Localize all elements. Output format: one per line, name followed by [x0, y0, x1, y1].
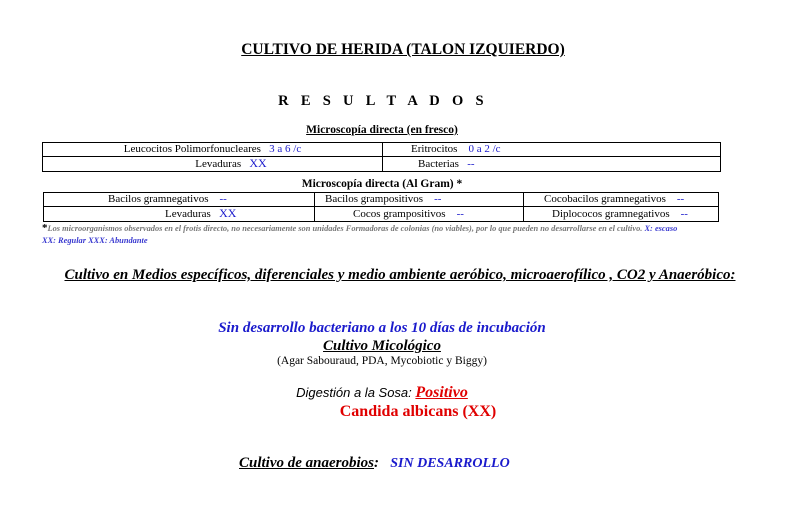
bacilos-grampos-label: Bacilos grampositivos	[325, 193, 424, 205]
levaduras-value: XX	[249, 156, 267, 170]
table-cell	[43, 157, 383, 172]
footnote-star: *	[42, 222, 48, 234]
fresh-microscopy-table	[42, 142, 721, 172]
diplococos-label: Diplococos gramnegativos	[552, 207, 670, 220]
bacterial-growth-result: Sin desarrollo bacteriano a los 10 días de incubación	[218, 320, 546, 336]
anaerobes-result: SIN DESARROLLO	[390, 456, 510, 471]
leucocitos-label: Leucocitos Polimorfonucleares	[123, 143, 261, 155]
anaerobes-label: Cultivo de anaerobios	[239, 455, 375, 471]
bacilos-grampos-value: --	[434, 193, 442, 205]
table-row	[44, 207, 719, 222]
fresh-microscopy-heading: Microscopía directa (en fresco)	[306, 124, 458, 136]
bacterias-value: --	[467, 157, 475, 170]
table-row	[43, 143, 721, 157]
table-cell	[44, 193, 315, 207]
report-title: CULTIVO DE HERIDA (TALON IZQUIERDO)	[241, 41, 565, 58]
gram-microscopy-heading: Microscopía directa (Al Gram) *	[301, 178, 463, 190]
bacilos-gramneg-label: Bacilos gramnegativos	[108, 193, 209, 205]
digestion-line	[0, 384, 764, 402]
footnote-legend: X: escaso XX: Regular XXX: Abundante	[42, 224, 678, 245]
digestion-result: Positivo	[415, 384, 468, 401]
anaerobes-sep: :	[374, 455, 380, 471]
table-cell	[315, 193, 524, 207]
digestion-label: Digestión a la Sosa:	[296, 385, 412, 400]
diplococos-value: --	[680, 207, 688, 220]
cocos-grampos-label: Cocos grampositivos	[353, 207, 446, 220]
levaduras-gram-value: XX	[219, 206, 237, 220]
cocos-grampos-value: --	[456, 207, 464, 220]
gram-microscopy-table	[43, 192, 719, 222]
bacterias-label: Bacterias	[418, 157, 459, 170]
table-cell	[44, 207, 315, 222]
footnote-text: Los microorganismos observados en el frotis directo, no necesariamente son unidades Formadoras de colonias (no viables), por lo que pueden no desarrollarse en el cultivo.	[47, 224, 643, 233]
levaduras-label: Levaduras	[195, 158, 242, 170]
table-cell	[383, 143, 721, 157]
cocobacilos-label: Cocobacilos gramnegativos	[544, 193, 666, 205]
table-row	[43, 157, 721, 172]
table-cell	[315, 207, 524, 222]
table-cell	[524, 193, 719, 207]
results-heading: R E S U L T A D O S	[278, 93, 488, 109]
leucocitos-value: 3 a 6 /c	[269, 143, 302, 155]
organism-result: Candida albicans (XX)	[339, 403, 497, 420]
bacilos-gramneg-value: --	[219, 193, 227, 205]
cocobacilos-value: --	[676, 193, 685, 205]
mycology-media: (Agar Sabouraud, PDA, Mycobiotic y Biggy)	[277, 355, 487, 367]
mycology-heading: Cultivo Micológico	[323, 338, 441, 354]
table-row	[44, 193, 719, 207]
eritrocitos-value: 0 a 2 /c	[468, 143, 501, 155]
culture-media-heading: Cultivo en Medios específicos, diferenciales y medio ambiente aeróbico, microaerofílico , CO2 y Anaeróbico:	[64, 267, 736, 283]
table-cell	[43, 143, 383, 157]
eritrocitos-label: Eritrocitos	[411, 143, 458, 155]
levaduras-gram-label: Levaduras	[165, 208, 211, 220]
anaerobes-line	[239, 455, 510, 472]
table-cell	[383, 157, 721, 172]
table-cell	[524, 207, 719, 222]
footnote	[42, 222, 692, 247]
